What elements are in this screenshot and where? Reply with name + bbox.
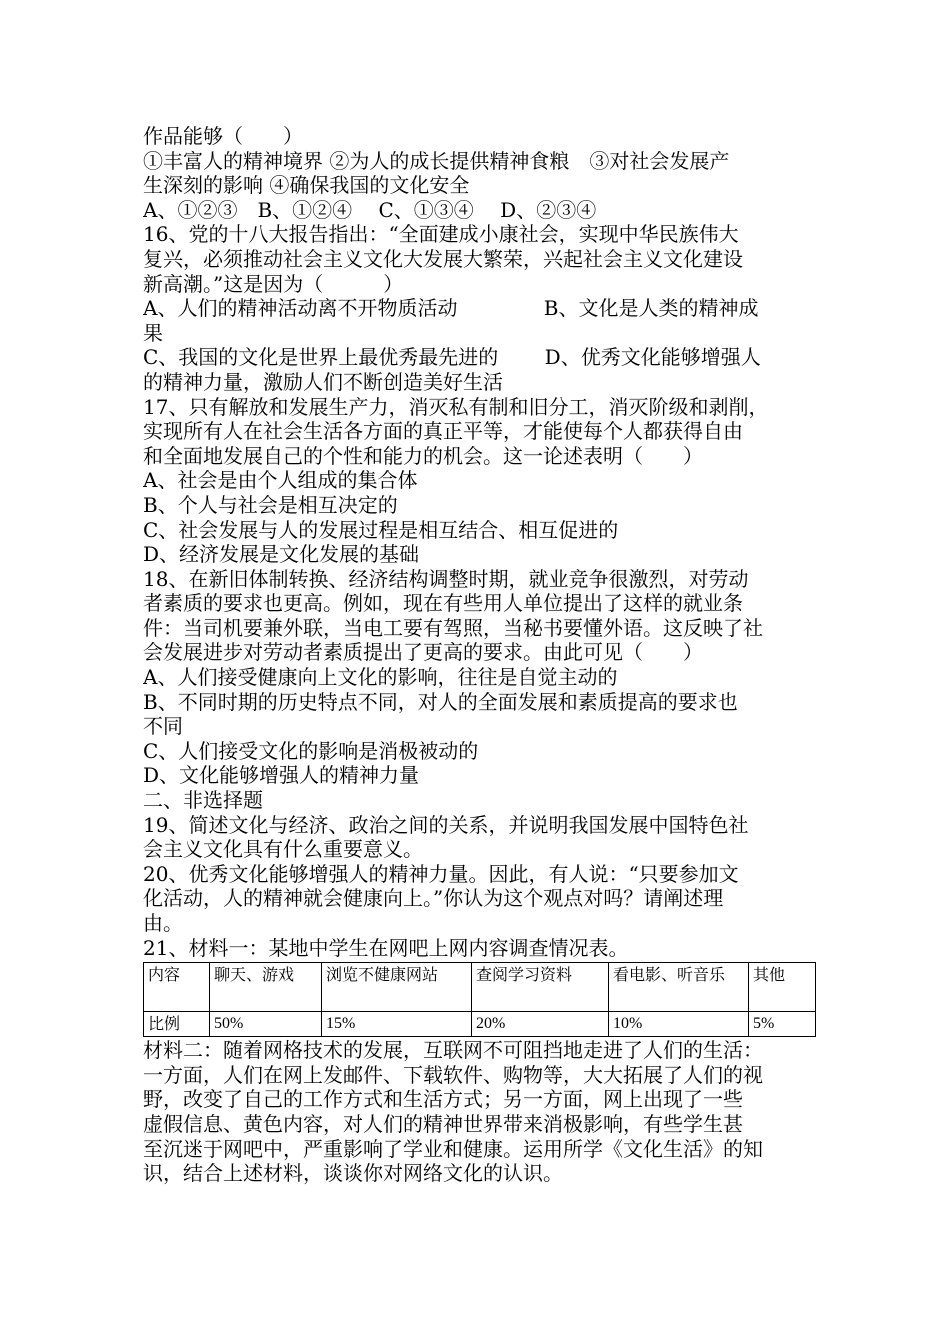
table-cell: 50% [210,1012,322,1037]
text-line: C、人们接受文化的影响是消极被动的 [143,738,479,763]
text-line: 实现所有人在社会生活各方面的真正平等，才能使每个人都获得自由 [143,419,743,444]
table-row [144,1012,816,1037]
text-line: 的精神力量，激励人们不断创造美好生活 [143,369,503,394]
text-line: 17、只有解放和发展生产力，消灭私有制和旧分工，消灭阶级和剥削， [143,394,769,419]
text-line: 新高潮。”这是因为（ ） [143,271,404,296]
text-line: 化活动，人的精神就会健康向上。”你认为这个观点对吗？请阐述理 [143,886,724,911]
text-line: 会主义文化具有什么重要意义。 [143,837,423,862]
table-header-cell: 看电影、听音乐 [609,963,749,1012]
text-line: D、文化能够增强人的精神力量 [143,763,420,788]
text-block-bottom [143,1038,815,1186]
table-header-cell: 其他 [749,963,816,1012]
text-line: A、①②③ B、①②④ C、①③④ D、②③④ [143,197,597,222]
text-line: B、不同时期的历史特点不同，对人的全面发展和素质提高的要求也 [143,689,738,714]
text-line: 作品能够（ ） [143,124,303,148]
text-line: 16、党的十八大报告指出：“全面建成小康社会，实现中华民族伟大 [143,222,739,247]
text-line: A、社会是由个人组成的集合体 [143,468,418,493]
text-line: 会发展进步对劳动者素质提出了更高的要求。由此可见（ ） [143,640,703,665]
text-line: C、我国的文化是世界上最优秀最先进的 D、优秀文化能够增强人 [143,345,761,370]
table-cell: 5% [749,1012,816,1037]
table-header-cell: 内容 [144,963,210,1012]
text-line: C、社会发展与人的发展过程是相互结合、相互促进的 [143,517,619,542]
text-line: 不同 [143,714,183,739]
text-line: 19、简述文化与经济、政治之间的关系，并说明我国发展中国特色社 [143,812,749,837]
table-header-row [144,963,816,1012]
text-line: D、经济发展是文化发展的基础 [143,542,420,567]
text-line: B、个人与社会是相互决定的 [143,492,398,517]
text-line: ①丰富人的精神境界 ②为人的成长提供精神食粮 ③对社会发展产 [143,148,730,173]
text-line: 果 [143,320,163,345]
text-line: 生深刻的影响 ④确保我国的文化安全 [143,173,470,198]
table-header-cell: 查阅学习资料 [472,963,609,1012]
table-header-cell: 浏览不健康网站 [322,963,472,1012]
table-cell: 20% [472,1012,609,1037]
text-line: 野，改变了自己的工作方式和生活方式；另一方面，网上出现了一些 [143,1087,743,1112]
text-line: 21、材料一：某地中学生在网吧上网内容调查情况表。 [143,935,629,960]
text-line: 识，结合上述材料，谈谈你对网络文化的认识。 [143,1161,563,1186]
text-line: A、人们接受健康向上文化的影响，往往是自觉主动的 [143,665,618,690]
table-header-cell: 聊天、游戏 [210,963,322,1012]
text-line: 20、优秀文化能够增强人的精神力量。因此，有人说：“只要参加文 [143,861,739,886]
text-line: 和全面地发展自己的个性和能力的机会。这一论述表明（ ） [143,443,703,468]
table-cell: 15% [322,1012,472,1037]
text-line: A、人们的精神活动离不开物质活动 B、文化是人类的精神成 [143,296,759,321]
document-page [143,124,815,1186]
table-row-label: 比例 [144,1012,210,1037]
text-line: 二、非选择题 [143,788,263,813]
text-line: 材料二：随着网格技术的发展，互联网不可阻挡地走进了人们的生活： [143,1038,763,1063]
text-line: 由。 [143,911,183,935]
text-line: 者素质的要求也更高。例如，现在有些用人单位提出了这样的就业条 [143,591,743,616]
text-block-top [143,124,815,960]
text-line: 18、在新旧体制转换、经济结构调整时期，就业竞争很激烈，对劳动 [143,566,749,591]
text-line: 复兴，必须推动社会主义文化大发展大繁荣，兴起社会主义文化建设 [143,246,743,271]
text-line: 至沉迷于网吧中，严重影响了学业和健康。运用所学《文化生活》的知 [143,1136,763,1161]
text-line: 件：当司机要兼外联，当电工要有驾照，当秘书要懂外语。这反映了社 [143,615,763,640]
text-line: 一方面，人们在网上发邮件、下载软件、购物等，大大拓展了人们的视 [143,1062,763,1087]
table-cell: 10% [609,1012,749,1037]
survey-table [143,962,816,1037]
text-line: 虚假信息、黄色内容，对人们的精神世界带来消极影响，有些学生甚 [143,1111,743,1136]
